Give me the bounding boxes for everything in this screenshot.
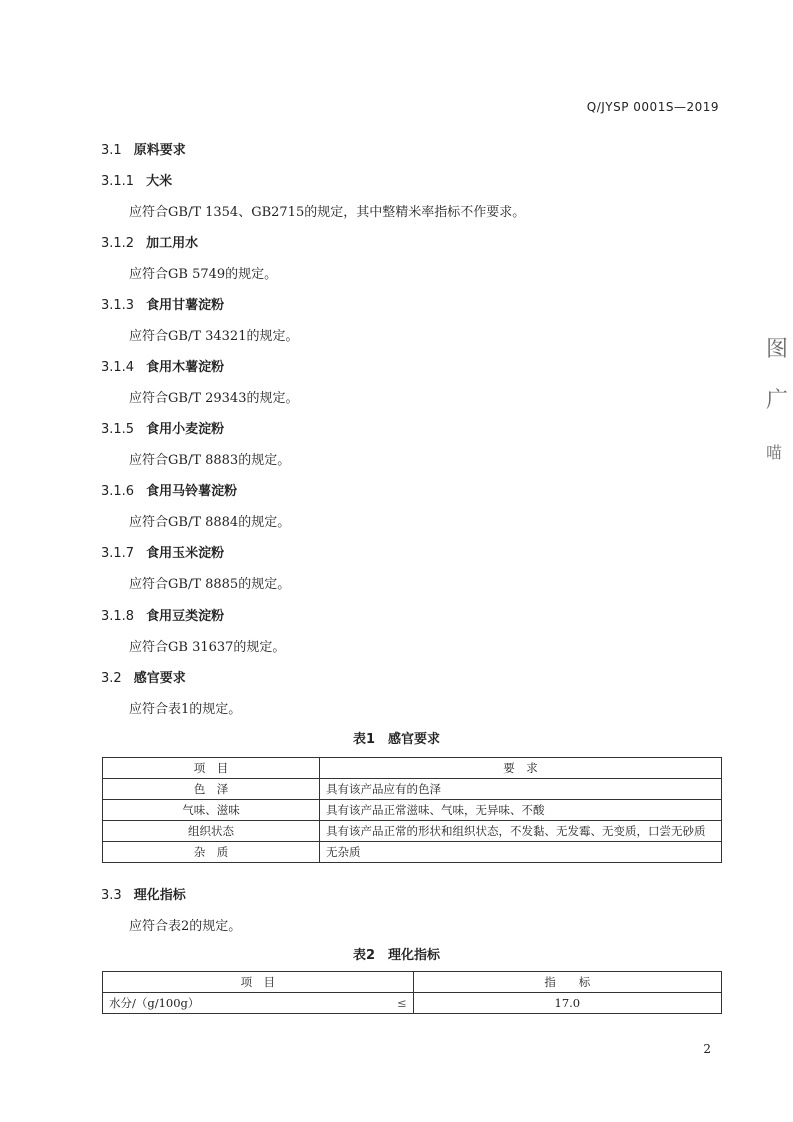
section-text-3-1-1: 应符合GB/T 1354、GB2715的规定，其中整精米率指标不作要求。 bbox=[129, 205, 526, 220]
section-title: 理化指标 bbox=[133, 888, 186, 903]
less-equal-symbol: ≤ bbox=[391, 993, 413, 1014]
table-row bbox=[103, 993, 722, 1014]
sensory-requirements-table bbox=[102, 757, 722, 863]
section-number: 3.1.6 bbox=[101, 484, 135, 499]
section-title: 食用甘薯淀粉 bbox=[146, 298, 225, 313]
section-title: 加工用水 bbox=[146, 236, 199, 251]
section-number: 3.1 bbox=[101, 143, 122, 158]
section-number: 3.1.2 bbox=[101, 236, 135, 251]
section-number: 3.2 bbox=[101, 671, 122, 686]
section-heading-3-1-3 bbox=[101, 294, 224, 313]
table-cell: 具有该产品正常滋味、气味，无异味、不酸 bbox=[320, 800, 722, 821]
section-heading-3-1 bbox=[101, 139, 186, 158]
section-title: 食用豆类淀粉 bbox=[146, 609, 225, 624]
section-heading-3-3 bbox=[101, 884, 186, 903]
edge-mark: 广 bbox=[766, 388, 789, 413]
document-code: Q/JYSP 0001S—2019 bbox=[586, 100, 719, 114]
table-row bbox=[103, 842, 722, 863]
section-title: 食用玉米淀粉 bbox=[146, 546, 225, 561]
section-title: 食用木薯淀粉 bbox=[146, 360, 225, 375]
section-number: 3.1.4 bbox=[101, 360, 135, 375]
table-cell: 17.0 bbox=[413, 993, 721, 1014]
section-number: 3.3 bbox=[101, 888, 122, 903]
table-cell: 无杂质 bbox=[320, 842, 722, 863]
section-text-3-3: 应符合表2的规定。 bbox=[129, 919, 242, 934]
section-number: 3.1.5 bbox=[101, 422, 135, 437]
table-header-cell: 项 目 bbox=[103, 758, 320, 779]
physicochemical-indicators-table bbox=[102, 971, 722, 1014]
table-header-cell: 项 目 bbox=[103, 972, 414, 993]
table-row bbox=[103, 821, 722, 842]
section-title: 食用小麦淀粉 bbox=[146, 422, 225, 437]
section-text-3-1-6: 应符合GB/T 8884的规定。 bbox=[129, 515, 291, 530]
edge-mark: 喵 bbox=[766, 443, 783, 462]
section-heading-3-1-8 bbox=[101, 605, 224, 624]
section-heading-3-1-7 bbox=[101, 542, 224, 561]
section-text-3-1-2: 应符合GB 5749的规定。 bbox=[129, 267, 278, 282]
section-title: 原料要求 bbox=[133, 143, 186, 158]
section-text-3-1-3: 应符合GB/T 34321的规定。 bbox=[129, 329, 299, 344]
section-title: 大米 bbox=[146, 174, 173, 189]
table-cell: 水分/（g/100g） bbox=[103, 993, 392, 1014]
table-header-cell: 指 标 bbox=[413, 972, 721, 993]
section-text-3-2: 应符合表1的规定。 bbox=[129, 702, 242, 717]
section-text-3-1-7: 应符合GB/T 8885的规定。 bbox=[129, 577, 291, 592]
section-heading-3-1-1 bbox=[101, 170, 172, 189]
section-heading-3-1-2 bbox=[101, 232, 198, 251]
table-cell: 杂 质 bbox=[103, 842, 320, 863]
table-row bbox=[103, 779, 722, 800]
table-header-row bbox=[103, 972, 722, 993]
table1-caption: 表1 感官要求 bbox=[352, 732, 441, 747]
section-number: 3.1.8 bbox=[101, 609, 135, 624]
table2-caption: 表2 理化指标 bbox=[352, 948, 441, 963]
section-heading-3-2 bbox=[101, 667, 186, 686]
table-cell: 色 泽 bbox=[103, 779, 320, 800]
page-number: 2 bbox=[703, 1042, 711, 1056]
section-heading-3-1-5 bbox=[101, 418, 224, 437]
section-heading-3-1-4 bbox=[101, 356, 224, 375]
section-number: 3.1.1 bbox=[101, 174, 135, 189]
edge-mark: 图 bbox=[766, 337, 789, 362]
section-title: 感官要求 bbox=[133, 671, 186, 686]
table-cell: 具有该产品正常的形状和组织状态，不发黏、无发霉、无变质，口尝无砂质 bbox=[320, 821, 722, 842]
section-text-3-1-5: 应符合GB/T 8883的规定。 bbox=[129, 453, 291, 468]
table-cell: 具有该产品应有的色泽 bbox=[320, 779, 722, 800]
section-title: 食用马铃薯淀粉 bbox=[146, 484, 238, 499]
table-cell: 气味、滋味 bbox=[103, 800, 320, 821]
table-header-row bbox=[103, 758, 722, 779]
section-number: 3.1.3 bbox=[101, 298, 135, 313]
table-header-cell: 要 求 bbox=[320, 758, 722, 779]
table-row bbox=[103, 800, 722, 821]
section-text-3-1-8: 应符合GB 31637的规定。 bbox=[129, 640, 286, 655]
section-number: 3.1.7 bbox=[101, 546, 135, 561]
section-text-3-1-4: 应符合GB/T 29343的规定。 bbox=[129, 391, 299, 406]
section-heading-3-1-6 bbox=[101, 480, 237, 499]
table-cell: 组织状态 bbox=[103, 821, 320, 842]
